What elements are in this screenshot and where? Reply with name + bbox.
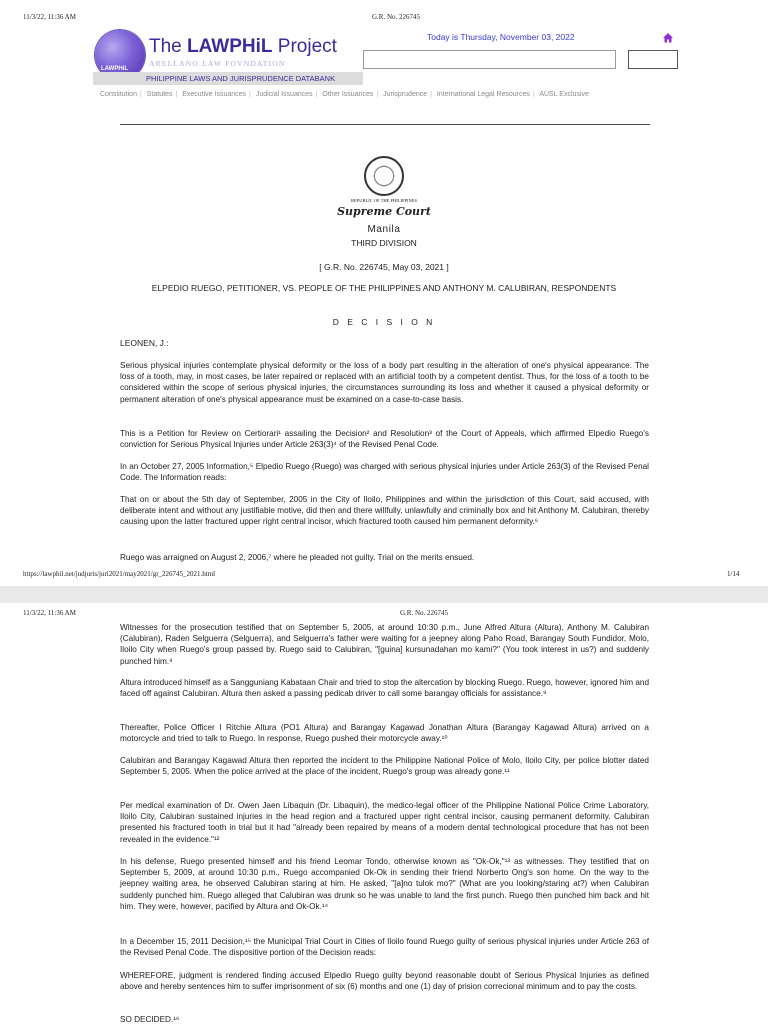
paragraph: In his defense, Ruego presented himself and his friend Leomar Tondo, otherwise known as "Ok-Ok,"¹³ as witnesses. They testified that on September 5, 2009, at around 10:30 p.m., Ruego accompanied Ok-Ok in sending their friend Norberto Ong's son home. On the way to the jeepney waiting area, he observed Calubiran staring at him. He asked, "[a]no tulok mo?" (What are you looking/staring at?) when Calubiran suddenly punched him. Ruego alleged that Calubiran was drunk so he was unable to land the first punch. Ruego then punched him back and hit him. They were, however, pacified by Altura and Ok-Ok.¹⁴ <box>120 857 649 911</box>
print-page-2 <box>0 603 768 1024</box>
logo-globe-text: LAWPHiL <box>101 66 128 72</box>
print-header-datetime: 11/3/22, 11:36 AM <box>23 609 76 617</box>
site-subtitle: ARELLANO LAW FOVNDATION <box>149 59 286 68</box>
nav-judicial-issuances[interactable]: Judicial Issuances <box>255 91 313 98</box>
nav-constitution[interactable]: Constitution <box>100 91 137 98</box>
paragraph: Altura introduced himself as a Sangguniang Kabataan Chair and tried to stop the altercation by blocking Ruego. Ruego, however, ignored him and faced off against Calubiran. Altura then asked a passing pedicab driver to call some barangay officials for assistance.⁹ <box>120 678 649 699</box>
site-title-prefix: The <box>149 36 188 57</box>
site-tagline: PHILIPPINE LAWS AND JURISPRUDENCE DATABANK <box>146 74 336 83</box>
home-icon[interactable] <box>662 32 674 44</box>
main-nav: Constitution | Statutes | Executive Issuances | Judicial Issuances | Other Issuances | Jurisprudence | International Legal Resources | AUSL Exclusive <box>100 91 589 98</box>
print-header-title: G.R. No. 226745 <box>372 13 421 21</box>
print-footer-url: https://lawphil.net/judjuris/juri2021/may2021/gr_226745_2021.html <box>23 570 216 578</box>
decision-label: D E C I S I O N <box>332 317 436 327</box>
nav-executive-issuances[interactable]: Executive Issuances <box>182 91 247 98</box>
paragraph: Ruego was arraigned on August 2, 2006,⁷ where he pleaded not guilty. Trial on the merits ensued. <box>120 553 475 562</box>
paragraph: Serious physical injuries contemplate physical deformity or the loss of a body part resulting in the alteration of one's physical appearance. The loss of a tooth, may, in most cases, be later repaired or replaced with an artificial tooth by a competent dentist. Thus, for the loss of a tooth to be considered within the scope of serious physical injuries, the circumstances surrounding its loss and whether it caused a physical deformity or permanent alteration of one's physical appearance must be examined on a case-to-case basis. <box>120 361 649 404</box>
site-title-suffix: Project <box>272 36 337 57</box>
search-button[interactable] <box>628 50 678 69</box>
nav-statutes[interactable]: Statutes <box>146 91 173 98</box>
tagline-bar <box>93 72 363 85</box>
paragraph: Calubiran and Barangay Kagawad Altura then reported the incident to the Philippine National Police of Molo, Iloilo City, per police blotter dated September 5, 2005. When the police arrived at the place of the incident, Ruego's group was already gone.¹¹ <box>120 756 649 777</box>
court-city: Manila <box>367 224 401 235</box>
site-logo[interactable] <box>93 28 363 88</box>
case-number: [ G.R. No. 226745, May 03, 2021 ] <box>319 262 449 272</box>
paragraph: Thereafter, Police Officer I Ritchie Altura (PO1 Altura) and Barangay Kagawad Jonathan Altura (Barangay Kagawad Altura) arrived on a motorcycle and tried to talk to Ruego. In response, Ruego pushed their motorcycle away.¹⁰ <box>120 723 649 744</box>
republic-label: REPUBLIC OF THE PHILIPPINES <box>350 198 418 203</box>
nav-other-issuances[interactable]: Other Issuances <box>322 91 374 98</box>
court-division: THIRD DIVISION <box>351 238 417 248</box>
supreme-court-seal-icon <box>364 156 404 196</box>
nav-international-legal-resources[interactable]: International Legal Resources <box>436 91 530 98</box>
nav-ausl-exclusive[interactable]: AUSL Exclusive <box>539 91 589 98</box>
site-title <box>149 36 337 58</box>
court-name: Supreme Court <box>337 205 431 218</box>
ponente: LEONEN, J.: <box>120 338 169 348</box>
paragraph: Witnesses for the prosecution testified that on September 5, 2005, at around 10:30 p.m., June Alfred Altura (Altura), Anthony M. Calubiran (Calubiran), Raden Selguerra (Selguerra), and Selguerra's father were waiting for a jeepney along Paho Road, Barangay South Fundidor, Molo, Iloilo City when Ruego's group passed by. Ruego said to Calubiran, "[guina] kursunadahan mo kami?" (You took interest in us?) and suddenly punched him.⁸ <box>120 623 649 666</box>
header-divider <box>120 124 650 125</box>
paragraph: This is a Petition for Review on Certiorari¹ assailing the Decision² and Resolution³ of the Court of Appeals, which affirmed Elpedio Ruego's conviction for Serious Physical Injuries under Article 263(3)⁴ of the Revised Penal Code. <box>120 429 649 450</box>
site-title-bold: LAWPHiL <box>187 36 273 57</box>
paragraph: Per medical examination of Dr. Owen Jaen Libaquin (Dr. Libaquin), the medico-legal officer of the Philippine National Police Crime Laboratory, Iloilo City, Calubiran sustained injuries in the head region and a fractured upper right central incisor, causing permanent deformity. Calubiran presented his fractured tooth in trial but it had "already been repaired by means of a modern dental technological procedure that has not been revealed in the evidence."¹² <box>120 801 649 844</box>
paragraph: WHEREFORE, judgment is rendered finding accused Elpedio Ruego guilty beyond reasonable doubt of Serious Physical Injuries as defined above and hereby sentences him to suffer imprisonment of six (6) months and one (1) day of prision correcional minimum and to pay the costs. <box>120 971 649 992</box>
today-date: Today is Thursday, November 03, 2022 <box>427 32 575 42</box>
paragraph: In a December 15, 2011 Decision,¹⁵ the Municipal Trial Court in Cities of Iloilo found Ruego guilty of serious physical injuries under Article 263 of the Revised Penal Code. The dispositive portion of the Decision reads: <box>120 937 649 958</box>
paragraph: SO DECIDED.¹⁶ <box>120 1015 180 1024</box>
paragraph: In an October 27, 2005 Information,⁵ Elpedio Ruego (Ruego) was charged with serious physical injuries under Article 263(3) of the Revised Penal Code. The Information reads: <box>120 462 649 483</box>
print-header-datetime: 11/3/22, 11:36 AM <box>23 13 76 21</box>
search-input[interactable] <box>363 50 616 69</box>
print-header-title: G.R. No. 226745 <box>400 609 449 617</box>
print-footer-page: 1/14 <box>727 570 740 578</box>
case-parties: ELPEDIO RUEGO, PETITIONER, VS. PEOPLE OF THE PHILIPPINES AND ANTHONY M. CALUBIRAN, RESPONDENTS <box>151 283 617 293</box>
paragraph: That on or about the 5th day of September, 2005 in the City of Iloilo, Philippines and within the jurisdiction of this Court, said accused, with deliberate intent and without any justifiable motive, did then and there willfully, unlawfully and criminally box and hit Anthony M. Calubiran, thereby causing upon the latter fractured upper right central incisor, which fractured tooth caused him permanent deformity.⁶ <box>120 495 649 527</box>
nav-jurisprudence[interactable]: Jurisprudence <box>383 91 428 98</box>
